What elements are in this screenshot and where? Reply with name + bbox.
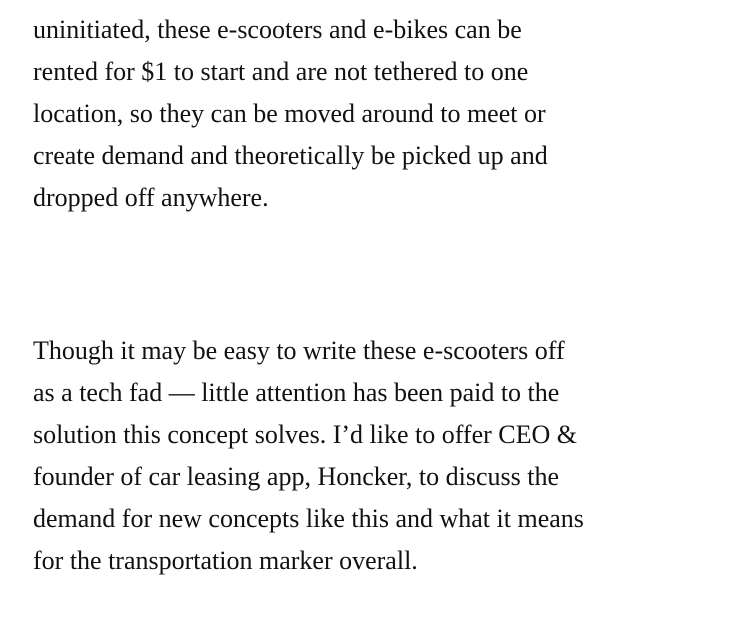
text-line: uninitiated, these e-scooters and e-bikes can be [33,15,522,44]
text-line: solution this concept solves. I’d like to offer CEO & [33,420,577,449]
text-line: for the transportation marker overall. [33,546,418,575]
text-line: as a tech fad — little attention has been paid to the [33,378,560,407]
text-line: demand for new concepts like this and what it means [33,504,584,533]
text-line: founder of car leasing app, Honcker, to discuss the [33,462,560,491]
text-line: dropped off anywhere. [33,183,269,212]
article-paragraph [33,330,723,582]
text-line: rented for $1 to start and are not tethered to one [33,57,529,86]
text-line: Though it may be easy to write these e-scooters off [33,336,565,365]
text-line: location, so they can be moved around to meet or [33,99,546,128]
text-line: create demand and theoretically be picked up and [33,141,548,170]
article-paragraph [33,9,723,219]
